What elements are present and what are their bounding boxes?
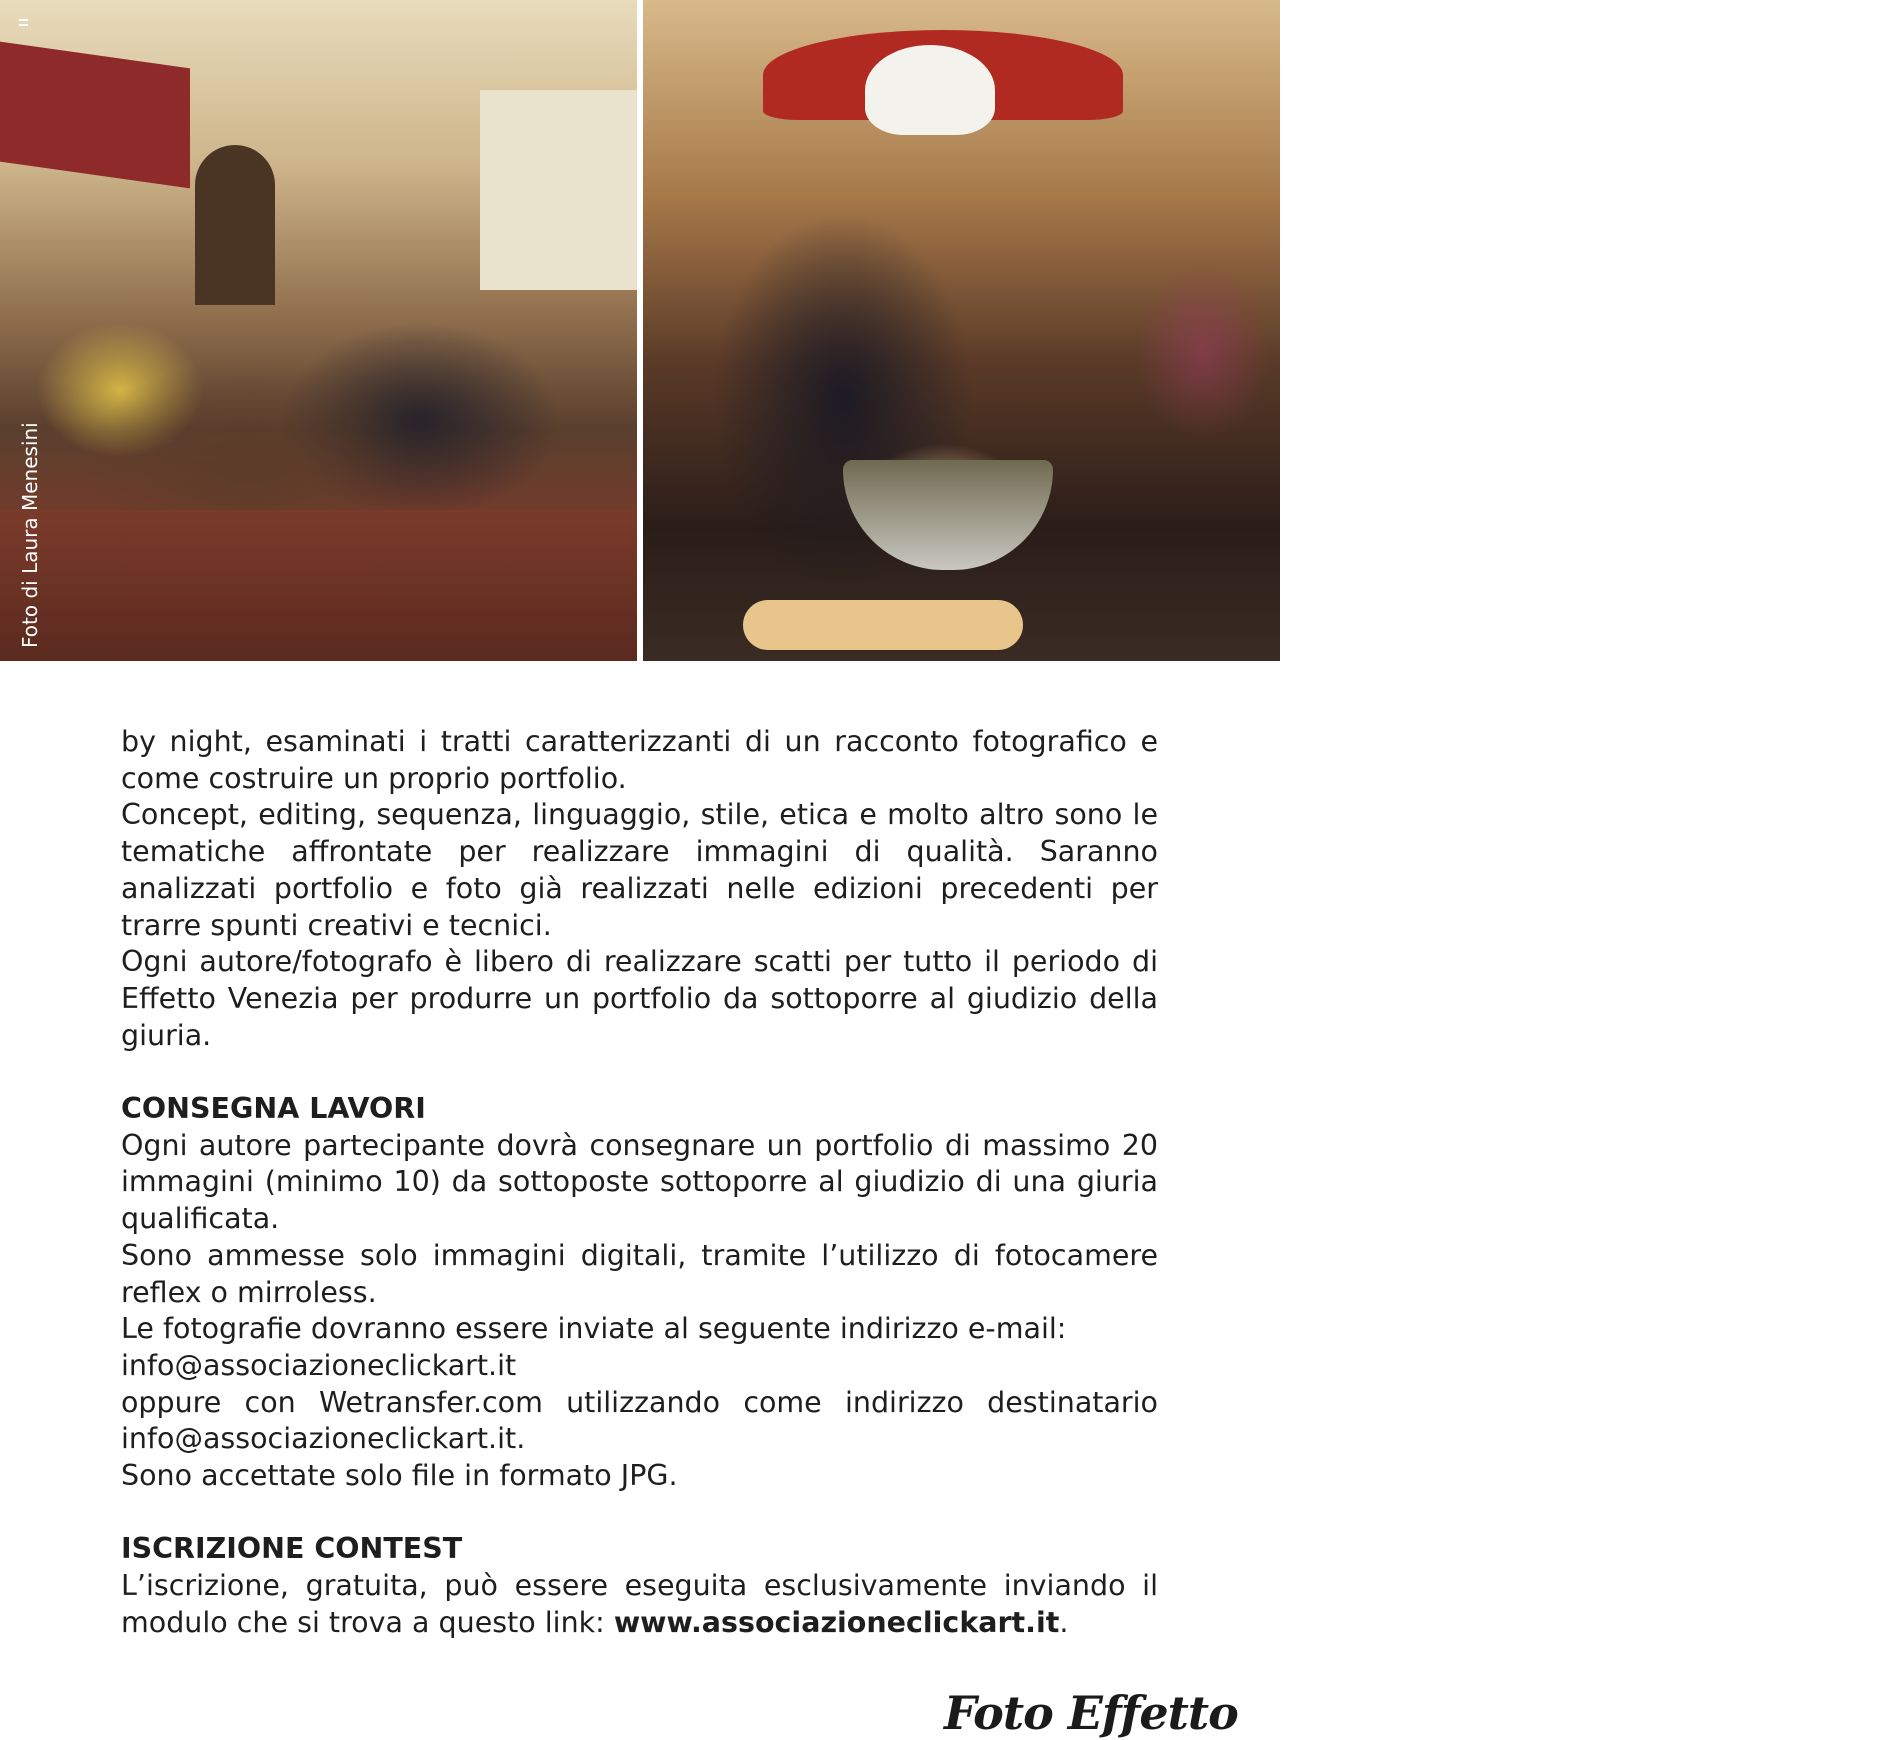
awning: [0, 42, 190, 189]
website-link[interactable]: www.associazioneclickart.it: [613, 1605, 1060, 1639]
photo-credit-left: Foto di Laura Menesini: [18, 422, 42, 648]
photo-strip: [0, 0, 1889, 661]
photo-credit-right: Foto di Cristina Provinciani: [1865, 382, 1889, 648]
shop-window: [480, 90, 637, 290]
photo-night-square: [0, 0, 637, 661]
intro-paragraph-1: by night, esaminati i tratti caratterizzanti di un racconto fotografico e come costruire un proprio portfolio.: [121, 725, 1158, 795]
salad-bowl: [843, 460, 1053, 570]
brick-wall: [0, 510, 637, 661]
article-body: [121, 724, 1158, 1642]
chef-hat: [865, 45, 995, 135]
menu-icon: [19, 19, 30, 28]
email-address[interactable]: info@associazioneclickart.it: [121, 1348, 517, 1382]
consegna-line-2: Sono ammesse solo immagini digitali, tramite l’utilizzo di fotocamere reflex o mirroless.: [121, 1238, 1158, 1309]
consegna-line-6: Sono accettate solo file in formato JPG.: [121, 1459, 678, 1493]
consegna-line-5: oppure con Wetransfer.com utilizzando come indirizzo destinatario info@associazioneclickart.it.: [121, 1385, 1158, 1456]
bread: [743, 600, 1023, 650]
intro-paragraph-2: Concept, editing, sequenza, linguaggio, stile, etica e molto altro sono le tematiche affrontate per realizzare immagini di qualità. Saranno analizzati portfolio e foto già realizzati nelle edizioni precedenti per trarre spunti creativi e tecnici.: [121, 798, 1158, 942]
section-heading-iscrizione: ISCRIZIONE CONTEST: [121, 1532, 463, 1566]
iscrizione-end: .: [1059, 1605, 1069, 1639]
consegna-line-3: Le fotografie dovranno essere inviate al seguente indirizzo e-mail:: [121, 1312, 1067, 1346]
iscrizione-paragraph: [121, 1568, 1158, 1641]
intro-paragraph-3: Ogni autore/fotografo è libero di realizzare scatti per tutto il periodo di Effetto Venezia per produrre un portfolio da sottoporre al giudizio della giuria.: [121, 945, 1158, 1052]
consegna-line-1: Ogni autore partecipante dovrà consegnare un portfolio di massimo 20 immagini (minimo 10) da sottoposte sottoporre al giudizio di una giuria qualificata.: [121, 1128, 1158, 1236]
iscrizione-text: L’iscrizione, gratuita, può essere eseguita esclusivamente inviando il modulo che si trova a questo link:: [121, 1569, 1158, 1639]
doorway: [195, 145, 275, 305]
foto-effetto-logo: Foto Effetto: [944, 1686, 1238, 1740]
photo-chef: [643, 0, 1889, 661]
section-heading-consegna: CONSEGNA LAVORI: [121, 1092, 426, 1126]
